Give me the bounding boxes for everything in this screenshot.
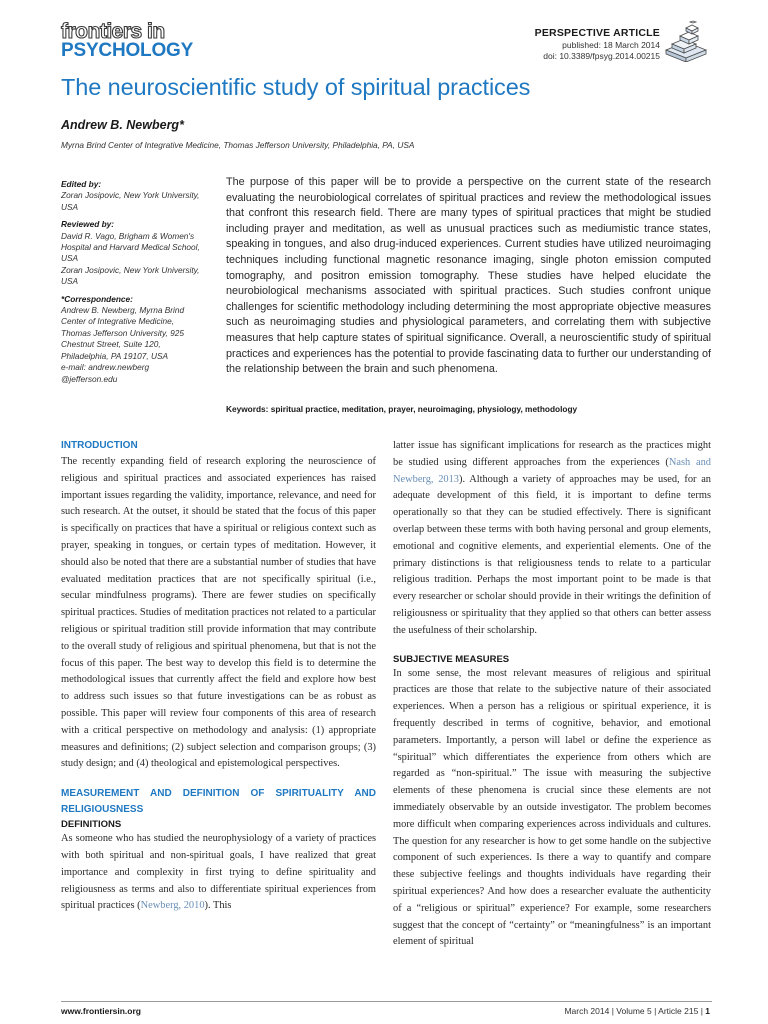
definitions-text-part: ). This	[204, 900, 232, 912]
correspondence-block	[61, 294, 221, 385]
definitions-continued-text-part: ). Although a variety of approaches may be used, for an adequate development of this field, it is important to define terms operationally so that they can be studied effectively. There is significant overlap between these terms with both having personal and group elements, emotional and cognitive elements, and experiential elements. One of the primary distinctions is that religiousness tends to relate to a particular religious tradition. Perhaps the most important point to be made is that every researcher or scholar should provide in their writings the definition of religiousness or spirituality that they applied so that others can better assess the usefulness of their scholarship.	[393, 473, 712, 636]
introduction-heading: INTRODUCTION	[61, 440, 138, 451]
correspondence-line: Andrew B. Newberg, Myrna Brind	[61, 305, 185, 316]
definitions-subheading: DEFINITIONS	[61, 819, 122, 831]
reviewer-line: David R. Vago, Brigham & Women's	[61, 230, 195, 241]
citation-link-newberg-2010[interactable]: Newberg, 2010	[140, 900, 205, 912]
body-column-left	[61, 438, 376, 915]
correspondence-label: *Correspondence:	[61, 293, 133, 304]
abstract-text: The purpose of this paper will be to provide a perspective on the current state of the research evaluating the neurobiological correlates of spiritual practices and review the methodological issues that confront this research field. There are many types of spiritual practices that might be studied including prayer and meditation, as well as unusual practices such as mediumistic trance states, speaking in tongues, and also drug-induced experiences. Current studies have utilized neuroimaging techniques including functional magnetic resonance imaging, single photon emission computed tomography, and positron emission tomography. These studies have helped elucidate the neurobiological mechanisms associated with spiritual practices. Such studies confront unique challenges for scientific methodology including determining the most appropriate objective measures such as neuroimaging studies and physiological parameters, and correlating them with subjective measures that help capture states of spiritual significance. Overall, a neuroscientific study of spiritual practices and experiences has the potential to provide fascinating data to further our understanding of the relationship between the brain and such phenomena.	[226, 176, 711, 376]
journal-logo	[61, 22, 193, 61]
subjective-measures-subheading: SUBJECTIVE MEASURES	[393, 653, 510, 665]
article-type-label: PERSPECTIVE ARTICLE	[534, 27, 660, 39]
definitions-continued-paragraph	[393, 438, 711, 640]
body-column-right	[393, 438, 711, 951]
introduction-paragraph: The recently expanding field of research exploring the neuroscience of religious and spiritual practices and associated experiences has raised important issues regarding the validity, importance, relevance, and need for such research. At the outset, it should be stated that the focus of this paper is specifically on practices that have a spiritual or religious context such as prayer, speaking in tongues, or certain types of meditation. However, it should also be noted that there are a substantial number of studies that have evaluated meditation practices that are not specifically spiritual (i.e., secular mindfulness programs). There are fewer studies on specifically spiritual practices. Studies of meditation practices not related to a particular religious or spiritual tradition still provide information that may contribute to the overall study of religious and spiritual phenomena, but that is not the focus of this paper. The best way to develop this field is to determine the methodological issues that currently affect the field and explore how best to address such issues so that future investigations can be as robust as possible. This paper will review four components of this area of research with a critical perspective on methodology and analysis: (1) appropriate measures and definitions; (2) subject selection and comparison groups; (3) study design; and (4) theological and epistemological perspectives.	[61, 456, 376, 770]
keywords-line: Keywords: spiritual practice, meditation, prayer, neuroimaging, physiology, methodology	[226, 404, 578, 414]
correspondence-line: e-mail: andrew.newberg	[61, 362, 150, 373]
citation-link-nash-newberg-2013[interactable]: Nash and Newberg, 2013	[393, 456, 711, 485]
reviewer-line: Zoran Josipovic, New York University,	[61, 264, 200, 275]
logo-psychology-text: PSYCHOLOGY	[61, 40, 194, 61]
correspondence-line: Philadelphia, PA 19107, USA	[61, 350, 169, 361]
correspondence-line: @jefferson.edu	[61, 373, 118, 384]
publication-date: published: 18 March 2014	[562, 40, 660, 50]
article-meta-sidebar	[61, 179, 221, 391]
edited-by-block	[61, 179, 221, 213]
author-name: Andrew B. Newberg*	[61, 118, 184, 132]
doi-text: doi: 10.3389/fpsyg.2014.00215	[543, 51, 660, 61]
footer-website-link[interactable]: www.frontiersin.org	[61, 1006, 141, 1016]
correspondence-line: Chestnut Street, Suite 120,	[61, 339, 161, 350]
footer-issue-info	[564, 1006, 710, 1016]
definitions-continued-text-part: latter issue has significant implications for research as the practices might be studied using different approaches from the experiences (	[393, 440, 711, 468]
author-affiliation: Myrna Brind Center of Integrative Medicine, Thomas Jefferson University, Philadelphia, PA, USA	[61, 140, 415, 150]
subjective-measures-paragraph: In some sense, the most relevant measures of religious and spiritual practices are those that relate to the subjective nature of their associated experiences. When a person has a religious or spiritual experience, it is frequently described in terms of cognitive, behavior, and emotional parameters. Importantly, a person will label or define the experience as “spiritual” which differentiates the experience from others which are regarded as “non-spiritual.” The issue with measuring the subjective elements of these phenomena is crucial since these elements are not immediately observable by an outside investigator. The problem becomes more difficult when comparing experiences across individuals and cultures. The question for any researcher is how to get some handle on the subjective component of such experiences. Is there a way to quantify and compare these subjective feelings and thoughts individuals have regarding their spiritual experiences? And how does a researcher evaluate the authenticity of a “religious or spiritual” experience? For example, some researchers suggest that the concept of “certainty” or “meaningfulness” is an important element of spiritual	[393, 667, 711, 948]
reviewer-line: USA	[61, 276, 79, 287]
reviewed-by-block	[61, 219, 221, 287]
footer-issue-text: March 2014 | Volume 5 | Article 215 |	[564, 1006, 706, 1016]
editor-line: USA	[61, 201, 79, 212]
stacked-cubes-icon	[662, 20, 710, 62]
reviewer-line: Hospital and Harvard Medical School,	[61, 242, 200, 253]
logo-frontiers-text: frontiers in	[61, 20, 165, 43]
correspondence-line: Thomas Jefferson University, 925	[61, 327, 184, 338]
edited-by-label: Edited by:	[61, 179, 102, 189]
measurement-section-heading: MEASUREMENT AND DEFINITION OF SPIRITUALITY AND RELIGIOUSNESS	[61, 788, 376, 816]
definitions-text-part: As someone who has studied the neurophysiology of a variety of practices with both spiritual and non-spiritual goals, I have realized that great importance and complexity in first trying to define spirituality and religiousness as terms and also to differentiate spiritual experiences from spiritual practices (	[61, 833, 376, 912]
editor-line: Zoran Josipovic, New York University,	[61, 190, 200, 201]
footer-divider	[61, 1001, 712, 1002]
page-number: 1	[705, 1006, 710, 1016]
definitions-paragraph	[61, 831, 376, 915]
reviewed-by-label: Reviewed by:	[61, 219, 115, 230]
correspondence-line: Center of Integrative Medicine,	[61, 316, 174, 327]
reviewer-line: USA	[61, 253, 79, 264]
article-title: The neuroscientific study of spiritual practices	[61, 74, 531, 100]
